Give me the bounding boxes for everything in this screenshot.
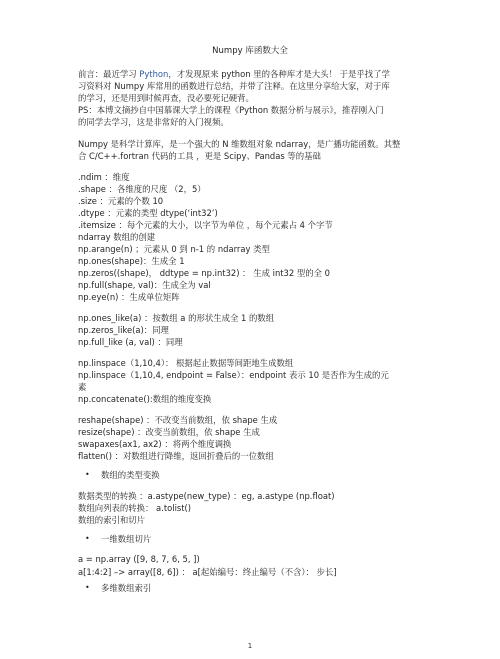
like-func-line: np.ones_like(a) ：按数组 a 的形状生成全 1 的数组 — [78, 313, 275, 323]
intro-text: ，才发现原来 python 里的各种库才是大头！ 于是乎找了学 — [168, 69, 390, 79]
reshape-line: resize(shape) ：改变当前数组，依 shape 生成 — [78, 427, 260, 437]
ps-line-1: PS：本博文摘抄自中国慕课大学上的课程《Python 数据分析与展示》，推荐刚入门 — [78, 105, 384, 115]
ps-line-2: 的同学去学习，这是非常好的入门视频。 — [78, 117, 229, 127]
attr-line: np.eye(n) ：生成单位矩阵 — [78, 292, 180, 302]
intro-line-3: 的学习，还是用到时候再查，没必要死记硬背。 — [78, 93, 254, 103]
linspace-line: np.linspace（1,10,4）： 根据起止数据等间距地生成数组 — [78, 358, 294, 368]
attr-line: np.zeros((shape)， ddtype = np.int32) ： 生成 int32 型的全 0 — [78, 268, 330, 278]
attr-line: np.arange(n) ；元素从 0 到 n-1 的 ndarray 类型 — [78, 244, 270, 254]
reshape-line: reshape(shape) ：不改变当前数组，依 shape 生成 — [78, 415, 278, 425]
linspace-line: np.linspace（1,10,4, endpoint = False）：endpoint 表示 10 是否作为生成的元 — [78, 370, 389, 380]
like-func-line: np.zeros_like(a)：同理 — [78, 325, 169, 335]
type-change-line: 数组向列表的转换： a.tolist() — [78, 503, 192, 513]
section-heading-1d-slice: 一维数组切片 — [101, 534, 152, 544]
like-func-line: np.full_like (a, val) ：同理 — [78, 337, 183, 347]
linspace-line: 素 — [78, 382, 87, 392]
reshape-line: flatten() ：对数组进行降维，返回折叠后的一位数组 — [78, 451, 274, 461]
attr-line: ndarray 数组的创建 — [78, 232, 156, 242]
intro-line-1 — [78, 68, 423, 80]
attr-line: .dtype ：元素的类型 dtype(‘int32’) — [78, 208, 218, 218]
intro-text: 前言：最近学习 — [78, 69, 140, 79]
numpy-intro-line-2: 合 C/C++.fortran 代码的工具 ，更是 Scipy、Pandas 等的基础 — [78, 151, 321, 161]
intro-line-2: 习资料对 Numpy 库常用的函数进行总结，并带了注释。在这里分享给大家，对于库 — [78, 81, 390, 91]
bullet-icon: • — [85, 583, 90, 592]
slice-line: a[1:4:2] –> array([8, 6]) ： a[起始编号：终止编号（不含）： 步长] — [78, 567, 337, 577]
section-heading-multi-index: 多维数组索引 — [101, 583, 152, 593]
attr-line: np.full(shape, val)：生成全为 val — [78, 280, 211, 290]
bullet-icon: • — [85, 470, 90, 479]
type-change-line: 数据类型的转换 ：a.astype(new_type) ：eg, a.astype (np.float) — [78, 491, 335, 501]
attr-line: np.ones(shape)：生成全 1 — [78, 256, 185, 266]
attr-line: .size ：元素的个数 10 — [78, 196, 164, 206]
reshape-line: swapaxes(ax1, ax2) ：将两个维度调换 — [78, 439, 232, 449]
slice-line: a = np.array ([9, 8, 7, 6, 5, ]) — [78, 554, 200, 564]
document-title: Numpy 库函数大全 — [212, 46, 288, 56]
linspace-line: np.concatenate():数组的维度变换 — [78, 394, 212, 404]
attr-line: .itemsize ：每个元素的大小，以字节为单位 ，每个元素占 4 个字节 — [78, 220, 333, 230]
page-number: 1 — [247, 642, 253, 650]
attr-line: .shape ：各维度的尺度 （2，5） — [78, 184, 206, 194]
python-link[interactable]: Python — [139, 69, 169, 79]
section-heading-type-change: 数组的类型变换 — [101, 470, 160, 480]
attr-line: .ndim ：维度 — [78, 172, 130, 182]
bullet-icon: • — [85, 534, 90, 543]
numpy-intro-line-1: Numpy 是科学计算库，是一个强大的 N 维数组对象 ndarray，是广播功能函数。其整 — [78, 139, 401, 149]
type-change-line: 数组的索引和切片 — [78, 515, 145, 525]
